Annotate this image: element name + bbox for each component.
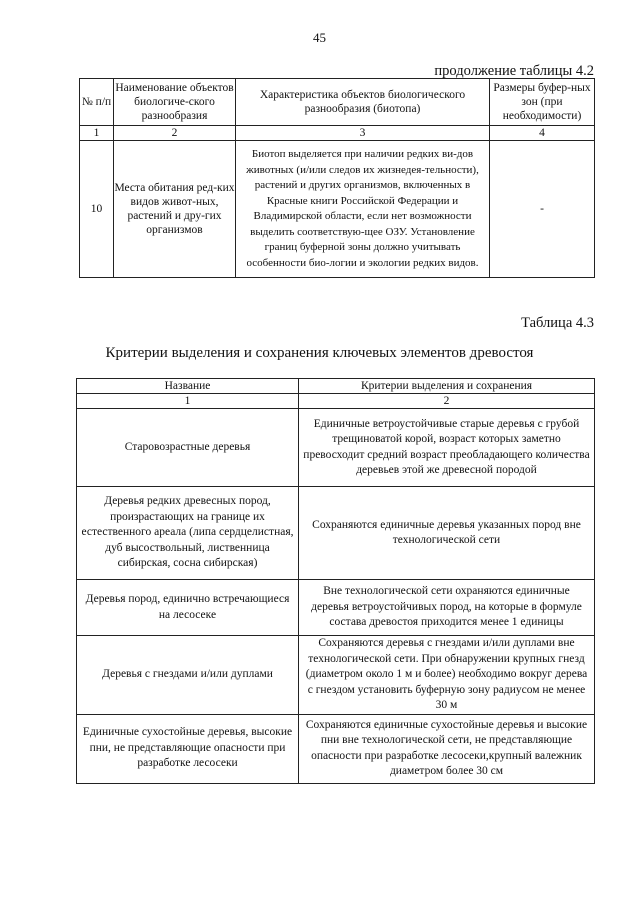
column-numbers-row — [77, 394, 595, 409]
column-number: 1 — [80, 126, 114, 141]
column-number: 3 — [236, 126, 490, 141]
table-header-row — [80, 79, 595, 126]
table-4-3 — [76, 378, 595, 784]
table-row — [77, 409, 595, 487]
column-header-number: № п/п — [80, 79, 114, 126]
element-name-cell: Деревья редких древесных пород, произрастающих на границе их естественного ареала (липа сердцелистная, дуб высоствольный, лиственница сибирская, сосна сибирская) — [77, 487, 299, 580]
table-continuation-label: продолжение таблицы 4.2 — [434, 63, 594, 79]
column-header-name: Название — [77, 379, 299, 394]
table-title: Критерии выделения и сохранения ключевых элементов древостоя — [105, 345, 534, 361]
row-number-cell: 10 — [80, 141, 114, 278]
column-header-object-name: Наименование объектов биологиче-ского разнообразия — [114, 79, 236, 126]
column-number: 2 — [299, 394, 595, 409]
element-name-cell: Единичные сухостойные деревья, высокие пни, не представляющие опасности при разработке лесосеки — [77, 714, 299, 783]
table-header-row — [77, 379, 595, 394]
table-4-2-continuation — [79, 78, 595, 278]
element-name-cell: Деревья пород, единично встречающиеся на лесосеке — [77, 580, 299, 636]
criteria-cell: Сохраняются единичные сухостойные деревья и высокие пни вне технологической сети, не представляющие опасности при разработке лесосеки,крупный валежник диаметром более 30 см — [299, 714, 595, 783]
column-number: 4 — [490, 126, 595, 141]
characteristics-cell: Биотоп выделяется при наличии редких ви-дов животных (и/или следов их жизнедея-тельности), растений и других организмов, включенных в Красные книги Российской Федерации и Владимирской области, если нет возможности выделить соответствую-щее ОЗУ. Установление границ буферной зоны должно учитывать особенности био-логии и экологии редких видов. — [236, 141, 490, 278]
element-name-cell: Деревья с гнездами и/или дуплами — [77, 636, 299, 715]
criteria-cell: Сохраняются деревья с гнездами и/или дуплами вне технологической сети. При обнаружении крупных гнезд (диаметром около 1 м и более) необходимо вокруг дерева с гнездом установить буферную зону радиусом не менее 30 м — [299, 636, 595, 715]
column-header-characteristics: Характеристика объектов биологического разнообразия (биотопа) — [236, 79, 490, 126]
criteria-cell: Сохраняются единичные деревья указанных пород вне технологической сети — [299, 487, 595, 580]
table-row — [80, 141, 595, 278]
column-header-criteria: Критерии выделения и сохранения — [299, 379, 595, 394]
table-row — [77, 580, 595, 636]
criteria-cell: Единичные ветроустойчивые старые деревья с грубой трещиноватой корой, возраст которых заметно превосходит средний возраст преобладающего количества деревьев этой же древесной породой — [299, 409, 595, 487]
table-row — [77, 636, 595, 715]
buffer-size-cell: - — [490, 141, 595, 278]
column-number: 2 — [114, 126, 236, 141]
column-number: 1 — [77, 394, 299, 409]
column-numbers-row — [80, 126, 595, 141]
table-row — [77, 714, 595, 783]
table-row — [77, 487, 595, 580]
column-header-buffer-size: Размеры буфер-ных зон (при необходимости) — [490, 79, 595, 126]
page-number: 45 — [313, 30, 326, 45]
table-label: Таблица 4.3 — [521, 315, 594, 331]
object-name-cell: Места обитания ред-ких видов живот-ных, растений и дру-гих организмов — [114, 141, 236, 278]
element-name-cell: Старовозрастные деревья — [77, 409, 299, 487]
criteria-cell: Вне технологической сети охраняются единичные деревья ветроустойчивых пород, на которые в формуле состава древостоя приходится менее 1 единицы — [299, 580, 595, 636]
